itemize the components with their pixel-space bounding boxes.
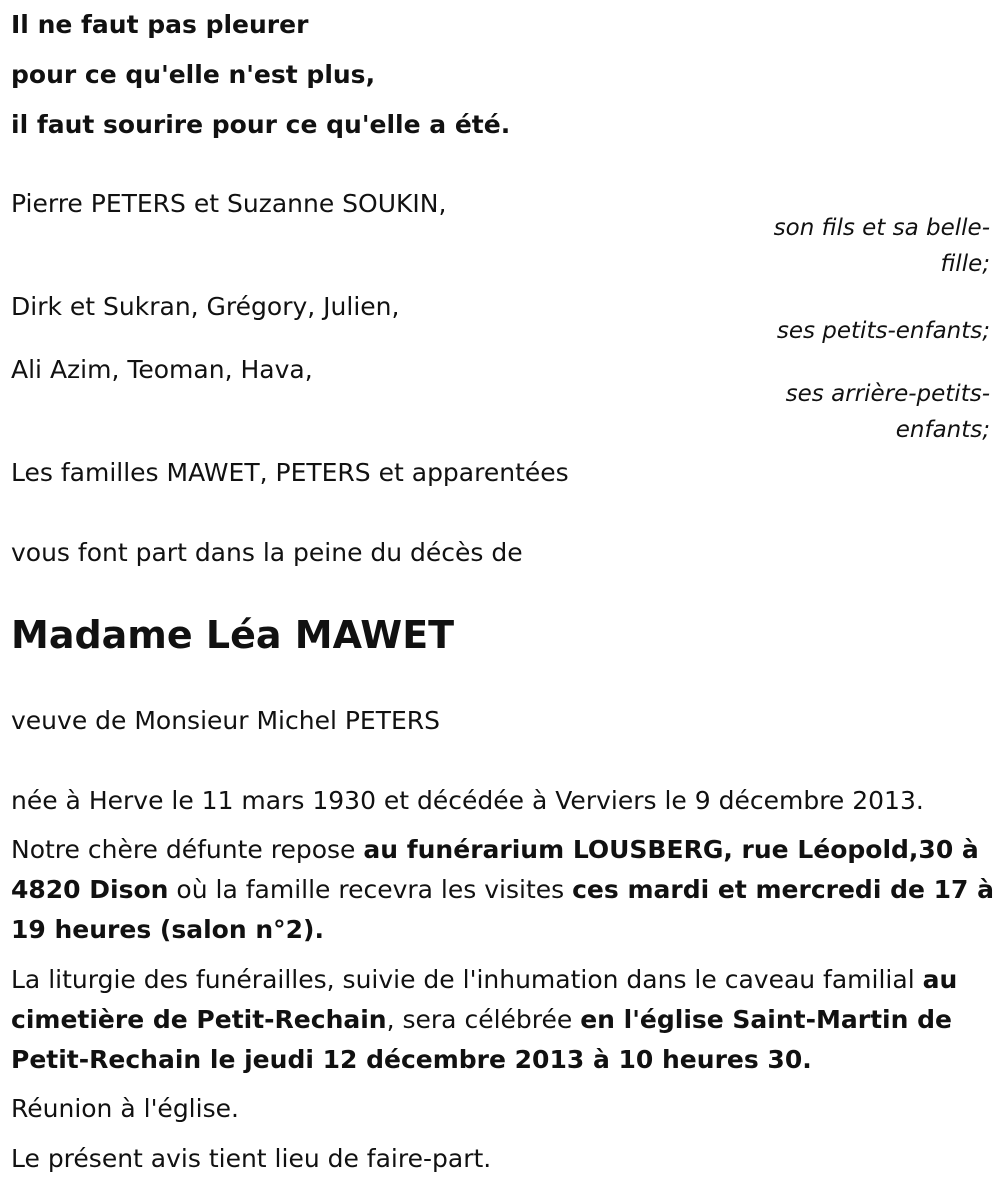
rest-text-2: où la famille recevra les visites bbox=[168, 875, 573, 904]
deceased-name: Madame Léa MAWET bbox=[11, 613, 455, 657]
liturgy-text-2: , sera célébrée bbox=[386, 1005, 581, 1034]
family-relation-great-grandchildren: ses arrière-petits-enfants; bbox=[785, 381, 990, 443]
announce-line: vous font part dans la peine du décès de bbox=[11, 538, 523, 567]
family-relation-grandchildren: ses petits-enfants; bbox=[776, 318, 990, 344]
widow-line: veuve de Monsieur Michel PETERS bbox=[11, 706, 441, 735]
rest-paragraph bbox=[11, 830, 996, 950]
family-names-grandchildren: Dirk et Sukran, Grégory, Julien, bbox=[11, 292, 400, 321]
meeting-line: Réunion à l'église. bbox=[11, 1094, 239, 1123]
families-line: Les familles MAWET, PETERS et apparentées bbox=[11, 458, 569, 487]
liturgy-church-date: en l'église Saint-Martin de Petit-Rechain le jeudi 12 décembre 2013 à 10 heures 30. bbox=[11, 1005, 952, 1074]
liturgy-cemetery: au cimetière de Petit-Rechain bbox=[11, 965, 958, 1034]
family-relation-son: son fils et sa belle-fille; bbox=[773, 215, 990, 277]
rest-visiting-hours: ces mardi et mercredi de 17 à 19 heures (salon n°2). bbox=[11, 875, 995, 944]
epitaph-line-1: Il ne faut pas pleurer bbox=[11, 10, 309, 39]
epitaph-line-2: pour ce qu'elle n'est plus, bbox=[11, 60, 376, 89]
family-names-great-grandchildren: Ali Azim, Teoman, Hava, bbox=[11, 355, 313, 384]
family-names-son: Pierre PETERS et Suzanne SOUKIN, bbox=[11, 189, 447, 218]
liturgy-paragraph bbox=[11, 960, 996, 1080]
rest-location: au funérarium LOUSBERG, rue Léopold,30 à 4820 Dison bbox=[11, 835, 979, 904]
birth-death-line: née à Herve le 11 mars 1930 et décédée à Verviers le 9 décembre 2013. bbox=[11, 786, 924, 815]
notice-line: Le présent avis tient lieu de faire-part. bbox=[11, 1144, 492, 1173]
liturgy-text-1: La liturgie des funérailles, suivie de l'inhumation dans le caveau familial bbox=[11, 965, 923, 994]
rest-text-1: Notre chère défunte repose bbox=[11, 835, 364, 864]
epitaph-line-3: il faut sourire pour ce qu'elle a été. bbox=[11, 110, 511, 139]
